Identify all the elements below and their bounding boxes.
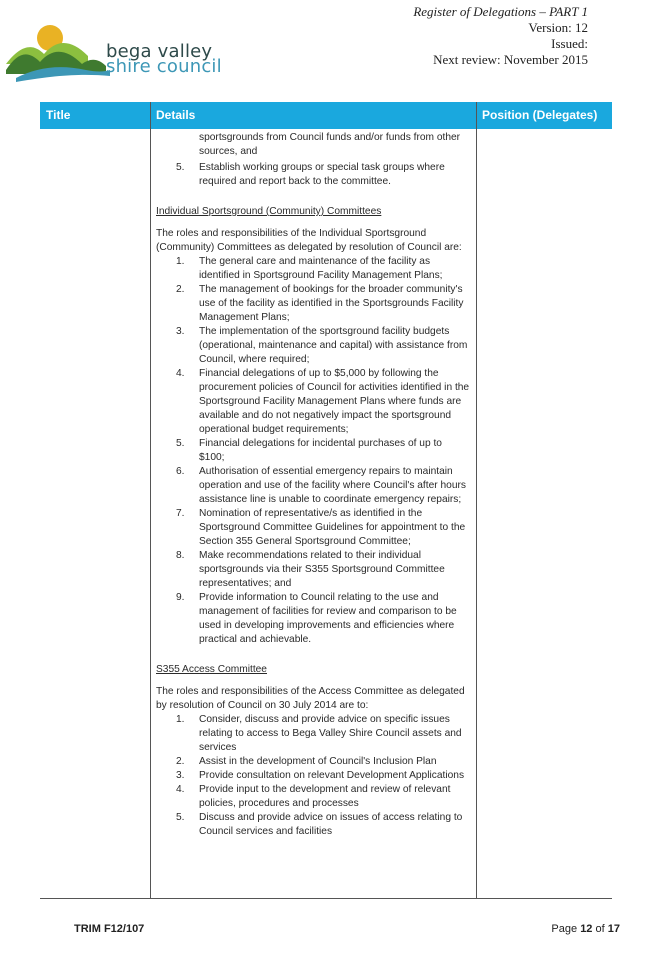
column-divider [150,102,151,898]
list-item-number: 2. [176,284,185,295]
section-intro: The roles and responsibilities of the Individual Sportsground (Community) Committees as delegated by resolution of Council are: [156,228,462,253]
list-item-text: The general care and maintenance of the facility as identified in Sportsground Facility Management Plans; [199,256,443,281]
list-item-text: Assist in the development of Council's Inclusion Plan [199,756,437,767]
document-next-review: Next review: November 2015 [433,52,588,67]
page-of: of [595,923,605,935]
page-number [551,923,620,935]
list-item-number: 1. [176,256,185,267]
page-word: Page [551,923,578,935]
list-item-number: 9. [176,592,185,603]
list-item-text: Authorisation of essential emergency repairs to maintain operation and use of the facility where Council's after hours assistance line is unable to coordinate emergency repairs; [199,466,466,505]
list-item-number: 3. [176,770,185,781]
list-item-text: sportsgrounds from Council funds and/or funds from other sources, and [199,132,461,157]
list-item-number: 5. [176,812,185,823]
list-item [156,131,470,159]
list-item-number: 5. [176,162,185,173]
section-heading-individual-committees: Individual Sportsground (Community) Committees [156,206,382,217]
list-item-text: The management of bookings for the broader community's use of the facility as identified in the Sportsgrounds Facility Management Plans; [199,284,464,323]
list-item [156,465,470,507]
list-item [156,713,470,755]
list-item-text: Consider, discuss and provide advice on specific issues relating to access to Bega Valley Shire Council assets and services [199,714,462,753]
document-issued: Issued: [551,36,588,51]
table-bottom-border [40,898,612,899]
document-version: Version: 12 [528,20,588,35]
section-intro: The roles and responsibilities of the Access Committee as delegated by resolution of Council on 30 July 2014 are to: [156,686,465,711]
document-title: Register of Delegations – PART 1 [413,4,588,19]
list-item [156,549,470,591]
list-item [156,591,470,647]
list-item-text: Financial delegations for incidental purchases of up to $100; [199,438,442,463]
list-item-text: Discuss and provide advice on issues of access relating to Council services and facilities [199,812,463,837]
list-item [156,161,470,189]
list-item-number: 4. [176,784,185,795]
details-cell [156,131,470,839]
list-item-text: Provide information to Council relating to the use and management of facilities for review and comparison to be used in developing improvements and efficiencies where practical and achievable. [199,592,457,645]
list-item-text: Establish working groups or special task groups where required and report back to the committee. [199,162,445,187]
page-current: 12 [580,923,593,935]
list-item [156,437,470,465]
list-item-text: Make recommendations related to their individual sportsgrounds via their S355 Sportsground Committee representatives; and [199,550,445,589]
list-item [156,255,470,283]
list-item-number: 7. [176,508,185,519]
list-item-number: 6. [176,466,185,477]
column-header-title: Title [46,108,71,122]
logo-text-line2: shire council [106,56,222,77]
table-header [40,102,612,129]
list-item [156,783,470,811]
list-item-text: Provide consultation on relevant Development Applications [199,770,465,781]
trim-reference: TRIM F12/107 [74,923,145,935]
list-item-text: Nomination of representative/s as identified in the Sportsground Committee Guidelines for appointment to the Section 355 General Sportsground Committee; [199,508,466,547]
column-header-position: Position (Delegates) [482,108,598,122]
list-item-text: Provide input to the development and review of relevant policies, procedures and processes [199,784,451,809]
list-item [156,283,470,325]
mountains-logo-icon [6,12,116,88]
access-committee-list [156,713,470,839]
list-item-number: 3. [176,326,185,337]
list-item [156,811,470,839]
list-item [156,507,470,549]
list-item-number: 5. [176,438,185,449]
section-heading-access-committee: S355 Access Committee [156,664,267,675]
list-item [156,367,470,437]
list-item [156,325,470,367]
council-logo [6,12,246,88]
list-item-text: The implementation of the sportsground facility budgets (operational, maintenance and capital) with assistance from Council, where required; [199,326,468,365]
list-item-number: 8. [176,550,185,561]
list-item-number: 1. [176,714,185,725]
list-item-text: Financial delegations of up to $5,000 by following the procurement policies of Council for activities identified in the Sportsground Facility Management Plans where funds are available and do not negatively impact the sportsground operational budget requirements; [199,368,470,435]
list-item [156,769,470,783]
logo-text-line1: bega valley [106,41,213,62]
individual-committee-list [156,255,470,647]
document-meta [413,4,588,68]
column-header-details: Details [156,108,196,122]
list-item-number: 2. [176,756,185,767]
column-divider [476,102,477,898]
page-total: 17 [607,923,620,935]
list-item-number: 4. [176,368,185,379]
list-item [156,755,470,769]
